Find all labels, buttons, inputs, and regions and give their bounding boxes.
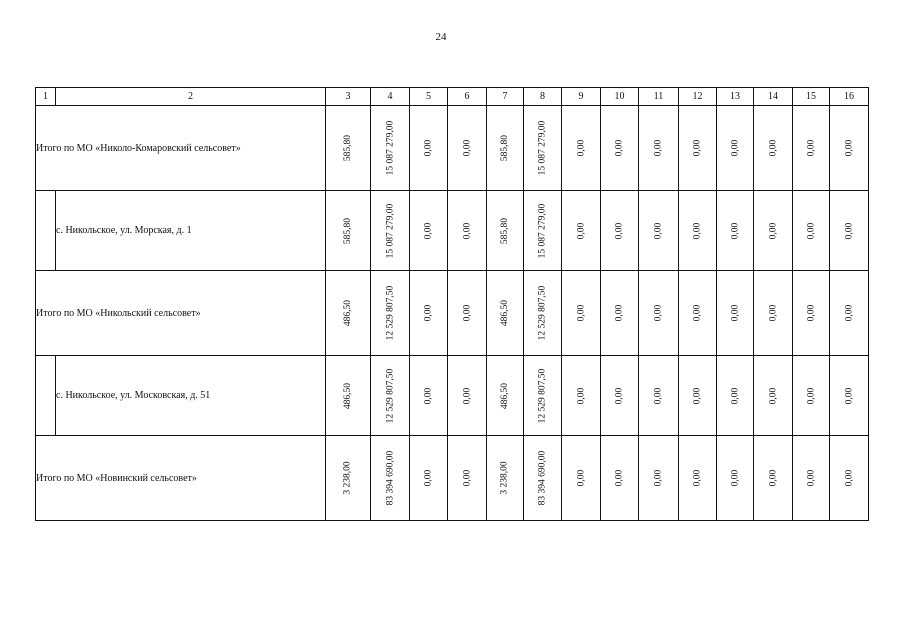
value-cell <box>326 271 371 356</box>
value-cell <box>639 436 679 521</box>
value-cell <box>487 436 524 521</box>
value-text: 15 087 279,00 <box>537 120 548 176</box>
value-cell <box>562 356 601 436</box>
value-text: 0,00 <box>653 222 664 239</box>
value-cell <box>524 191 562 271</box>
total-label: Итого по МО «Новинский сельсовет» <box>36 436 326 521</box>
value-cell <box>410 356 448 436</box>
value-text: 12 529 807,50 <box>385 368 395 423</box>
header-row <box>36 88 869 106</box>
value-text: 0,00 <box>462 304 472 322</box>
value-cell <box>487 191 524 271</box>
value-text: 0,00 <box>730 139 740 157</box>
column-header: 1 <box>36 88 56 106</box>
column-header: 14 <box>754 88 793 106</box>
value-text: 486,50 <box>500 299 510 327</box>
value-text: 0,00 <box>614 139 625 157</box>
value-cell <box>487 271 524 356</box>
value-cell <box>601 191 639 271</box>
value-cell <box>754 436 793 521</box>
value-text: 15 087 279,00 <box>385 203 395 258</box>
value-cell <box>830 191 869 271</box>
value-cell <box>830 356 869 436</box>
value-cell <box>639 356 679 436</box>
value-cell <box>679 191 717 271</box>
address-label: с. Никольское, ул. Московская, д. 51 <box>56 356 326 436</box>
total-label: Итого по МО «Николо-Комаровский сельсовет» <box>36 106 326 191</box>
value-cell <box>326 356 371 436</box>
value-text: 0,00 <box>423 222 434 239</box>
value-text: 0,00 <box>462 139 472 157</box>
value-text: 0,00 <box>462 387 472 404</box>
value-cell <box>487 356 524 436</box>
value-text: 585,80 <box>500 217 510 244</box>
value-cell <box>793 436 830 521</box>
value-text: 0,00 <box>423 304 434 322</box>
value-cell <box>717 191 754 271</box>
value-text: 12 529 807,50 <box>537 368 548 423</box>
value-text: 0,00 <box>768 469 778 487</box>
value-cell <box>448 191 487 271</box>
value-text: 0,00 <box>614 387 625 404</box>
column-header: 11 <box>639 88 679 106</box>
value-text: 0,00 <box>806 222 816 239</box>
value-cell <box>601 356 639 436</box>
value-cell <box>448 271 487 356</box>
value-cell <box>562 271 601 356</box>
value-cell <box>717 436 754 521</box>
value-text: 0,00 <box>614 469 625 487</box>
value-text: 0,00 <box>806 387 816 404</box>
value-text: 585,80 <box>500 134 510 162</box>
value-text: 0,00 <box>844 387 854 404</box>
value-text: 0,00 <box>462 222 472 239</box>
column-header: 9 <box>562 88 601 106</box>
column-header: 16 <box>830 88 869 106</box>
value-text: 0,00 <box>844 139 854 157</box>
value-cell <box>371 191 410 271</box>
value-text: 486,50 <box>343 382 353 409</box>
value-text: 0,00 <box>730 387 740 404</box>
value-text: 3 238,00 <box>500 461 510 495</box>
value-text: 0,00 <box>614 304 625 322</box>
value-text: 0,00 <box>653 139 664 157</box>
value-cell <box>601 436 639 521</box>
value-cell <box>793 271 830 356</box>
value-cell <box>830 271 869 356</box>
value-cell <box>793 356 830 436</box>
column-header: 4 <box>371 88 410 106</box>
value-text: 0,00 <box>844 304 854 322</box>
value-cell <box>793 106 830 191</box>
value-cell <box>410 436 448 521</box>
value-text: 0,00 <box>768 304 778 322</box>
value-text: 83 394 690,00 <box>385 450 395 506</box>
indent-cell <box>36 356 56 436</box>
value-cell <box>448 356 487 436</box>
value-text: 0,00 <box>576 139 586 157</box>
column-header: 5 <box>410 88 448 106</box>
value-cell <box>448 106 487 191</box>
address-row <box>36 356 869 436</box>
value-text: 0,00 <box>692 222 703 239</box>
value-text: 83 394 690,00 <box>537 450 548 506</box>
column-header: 10 <box>601 88 639 106</box>
column-header: 8 <box>524 88 562 106</box>
value-text: 0,00 <box>844 222 854 239</box>
value-cell <box>524 436 562 521</box>
value-cell <box>524 356 562 436</box>
value-cell <box>326 106 371 191</box>
column-header: 13 <box>717 88 754 106</box>
value-text: 0,00 <box>692 387 703 404</box>
value-text: 0,00 <box>653 387 664 404</box>
column-header: 2 <box>56 88 326 106</box>
value-text: 0,00 <box>692 469 703 487</box>
indent-cell <box>36 191 56 271</box>
value-text: 0,00 <box>768 139 778 157</box>
value-text: 15 087 279,00 <box>385 120 395 176</box>
value-text: 0,00 <box>768 222 778 239</box>
value-text: 0,00 <box>806 139 816 157</box>
value-cell <box>793 191 830 271</box>
value-cell <box>326 436 371 521</box>
table-body <box>36 88 869 521</box>
column-header: 12 <box>679 88 717 106</box>
value-cell <box>679 106 717 191</box>
value-cell <box>679 436 717 521</box>
value-cell <box>830 106 869 191</box>
value-cell <box>754 191 793 271</box>
value-cell <box>717 271 754 356</box>
value-cell <box>562 436 601 521</box>
value-text: 0,00 <box>576 304 586 322</box>
value-cell <box>326 191 371 271</box>
value-cell <box>487 106 524 191</box>
value-cell <box>410 106 448 191</box>
column-header: 15 <box>793 88 830 106</box>
value-cell <box>639 106 679 191</box>
address-row <box>36 191 869 271</box>
value-cell <box>562 191 601 271</box>
value-text: 0,00 <box>653 469 664 487</box>
value-text: 0,00 <box>614 222 625 239</box>
data-table <box>35 87 869 521</box>
value-text: 0,00 <box>576 222 586 239</box>
value-text: 0,00 <box>576 387 586 404</box>
value-text: 12 529 807,50 <box>385 285 395 341</box>
value-text: 0,00 <box>692 304 703 322</box>
value-text: 0,00 <box>730 304 740 322</box>
value-cell <box>601 106 639 191</box>
value-text: 585,80 <box>343 134 353 162</box>
total-row <box>36 106 869 191</box>
address-label: с. Никольское, ул. Морская, д. 1 <box>56 191 326 271</box>
total-row <box>36 436 869 521</box>
value-cell <box>679 271 717 356</box>
value-cell <box>371 356 410 436</box>
value-text: 0,00 <box>806 469 816 487</box>
value-text: 12 529 807,50 <box>537 285 548 341</box>
value-cell <box>717 106 754 191</box>
value-cell <box>830 436 869 521</box>
value-text: 0,00 <box>462 469 472 487</box>
value-text: 486,50 <box>343 299 353 327</box>
total-row <box>36 271 869 356</box>
value-cell <box>679 356 717 436</box>
value-cell <box>524 106 562 191</box>
page-number: 24 <box>435 31 447 43</box>
column-header: 7 <box>487 88 524 106</box>
value-cell <box>371 271 410 356</box>
value-text: 15 087 279,00 <box>537 203 548 258</box>
total-label: Итого по МО «Никольский сельсовет» <box>36 271 326 356</box>
value-text: 0,00 <box>423 387 434 404</box>
value-cell <box>717 356 754 436</box>
value-cell <box>371 436 410 521</box>
value-text: 0,00 <box>730 222 740 239</box>
value-cell <box>639 271 679 356</box>
value-cell <box>754 356 793 436</box>
value-cell <box>754 271 793 356</box>
value-cell <box>754 106 793 191</box>
value-text: 0,00 <box>653 304 664 322</box>
value-cell <box>601 271 639 356</box>
value-text: 0,00 <box>730 469 740 487</box>
value-text: 0,00 <box>844 469 854 487</box>
value-cell <box>639 191 679 271</box>
value-cell <box>371 106 410 191</box>
value-text: 0,00 <box>806 304 816 322</box>
value-cell <box>562 106 601 191</box>
value-text: 0,00 <box>576 469 586 487</box>
value-text: 0,00 <box>692 139 703 157</box>
value-cell <box>524 271 562 356</box>
value-cell <box>410 271 448 356</box>
value-cell <box>448 436 487 521</box>
value-text: 585,80 <box>343 217 353 244</box>
value-text: 486,50 <box>500 382 510 409</box>
value-text: 0,00 <box>768 387 778 404</box>
column-header: 6 <box>448 88 487 106</box>
value-cell <box>410 191 448 271</box>
value-text: 0,00 <box>423 139 434 157</box>
value-text: 3 238,00 <box>343 461 353 495</box>
value-text: 0,00 <box>423 469 434 487</box>
column-header: 3 <box>326 88 371 106</box>
